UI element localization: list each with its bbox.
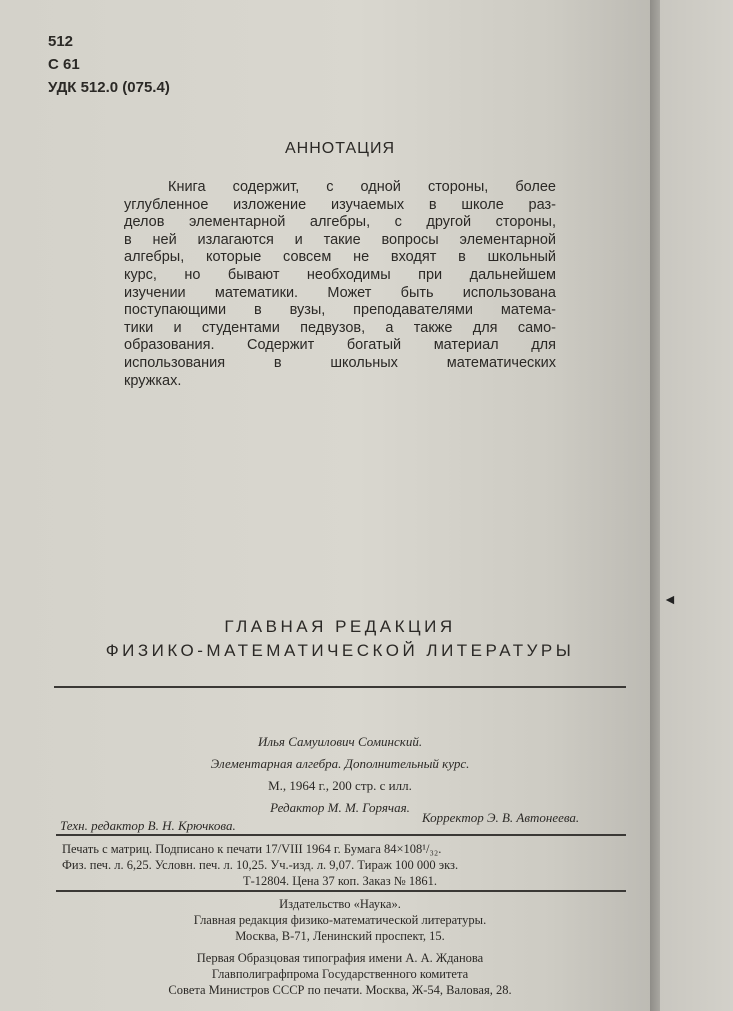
annotation-line: изучении математики. Может быть использована <box>124 284 556 301</box>
bibliographic-block <box>48 30 170 99</box>
divider <box>54 686 626 688</box>
annotation-line: тики и студентами педвузов, а также для само- <box>124 319 556 336</box>
printing-house-1: Первая Образцовая типография имени А. А. Жданова <box>196 951 484 965</box>
imprint-corrector: Корректор Э. В. Автонеева. <box>422 810 580 825</box>
imprint-editor: Редактор М. М. Горячая. <box>270 800 410 815</box>
annotation-title: АННОТАЦИЯ <box>284 140 396 157</box>
publisher-line-2: ФИЗИКО-МАТЕМАТИЧЕСКОЙ ЛИТЕРАТУРЫ <box>105 641 575 660</box>
annotation-line: в ней излагаются и такие вопросы элементарной <box>124 231 556 248</box>
imprint-title: Элементарная алгебра. Дополнительный курс. <box>210 756 470 771</box>
divider <box>56 834 626 836</box>
annotation-line: Книга содержит, с одной стороны, более <box>168 179 556 195</box>
imprint-tech-editor: Техн. редактор В. Н. Крючкова. <box>60 818 236 833</box>
printing-house-3: Совета Министров СССР по печати. Москва, Ж-54, Валовая, 28. <box>168 983 512 997</box>
annotation-line: углубленное изложение изучаемых в школе раз- <box>124 196 556 213</box>
page-edge-shadow <box>650 0 660 1011</box>
annotation-line: поступающими в вузы, преподавателями матема- <box>124 302 556 319</box>
annotation-line: образования. Содержит богатый материал для <box>124 337 556 354</box>
publisher-house-2: Главная редакция физико-математической литературы. <box>193 913 487 927</box>
publisher-line-1: ГЛАВНАЯ РЕДАКЦИЯ <box>224 617 456 636</box>
print-info-3: Т-12804. Цена 37 коп. Заказ № 1861. <box>243 874 437 888</box>
imprint-author: Илья Самуилович Соминский. <box>257 734 423 749</box>
print-info-2: Физ. печ. л. 6,25. Условн. печ. л. 10,25. Уч.-изд. л. 9,07. Тираж 100 000 экз. <box>62 858 459 872</box>
annotation-text <box>124 179 556 390</box>
page-marker-icon: ◄ <box>663 593 677 608</box>
divider <box>56 890 626 892</box>
author-mark: С 61 <box>48 56 80 73</box>
annotation-line: кружках. <box>124 372 182 389</box>
publisher-house-3: Москва, В-71, Ленинский проспект, 15. <box>235 929 445 943</box>
annotation-line: алгебры, которые совсем не входят в школьный <box>124 249 556 266</box>
class-code: 512 <box>48 33 74 50</box>
publisher-house-1: Издательство «Наука». <box>279 897 401 911</box>
printing-house-2: Главполиграфпрома Государственного комитета <box>211 967 469 981</box>
print-info-1: Печать с матриц. Подписано к печати 17/VIII 1964 г. Бумага 84×108¹/₃₂. <box>62 842 442 856</box>
annotation-line: делов элементарной алгебры, с другой стороны, <box>124 214 556 231</box>
annotation-line: использования в школьных математических <box>124 354 556 371</box>
annotation-line: курс, но бывают необходимы при дальнейшем <box>124 266 556 283</box>
adjacent-page <box>660 0 733 1011</box>
imprint-place-year: М., 1964 г., 200 стр. с илл. <box>268 778 412 793</box>
udk-code: УДК 512.0 (075.4) <box>48 79 170 96</box>
